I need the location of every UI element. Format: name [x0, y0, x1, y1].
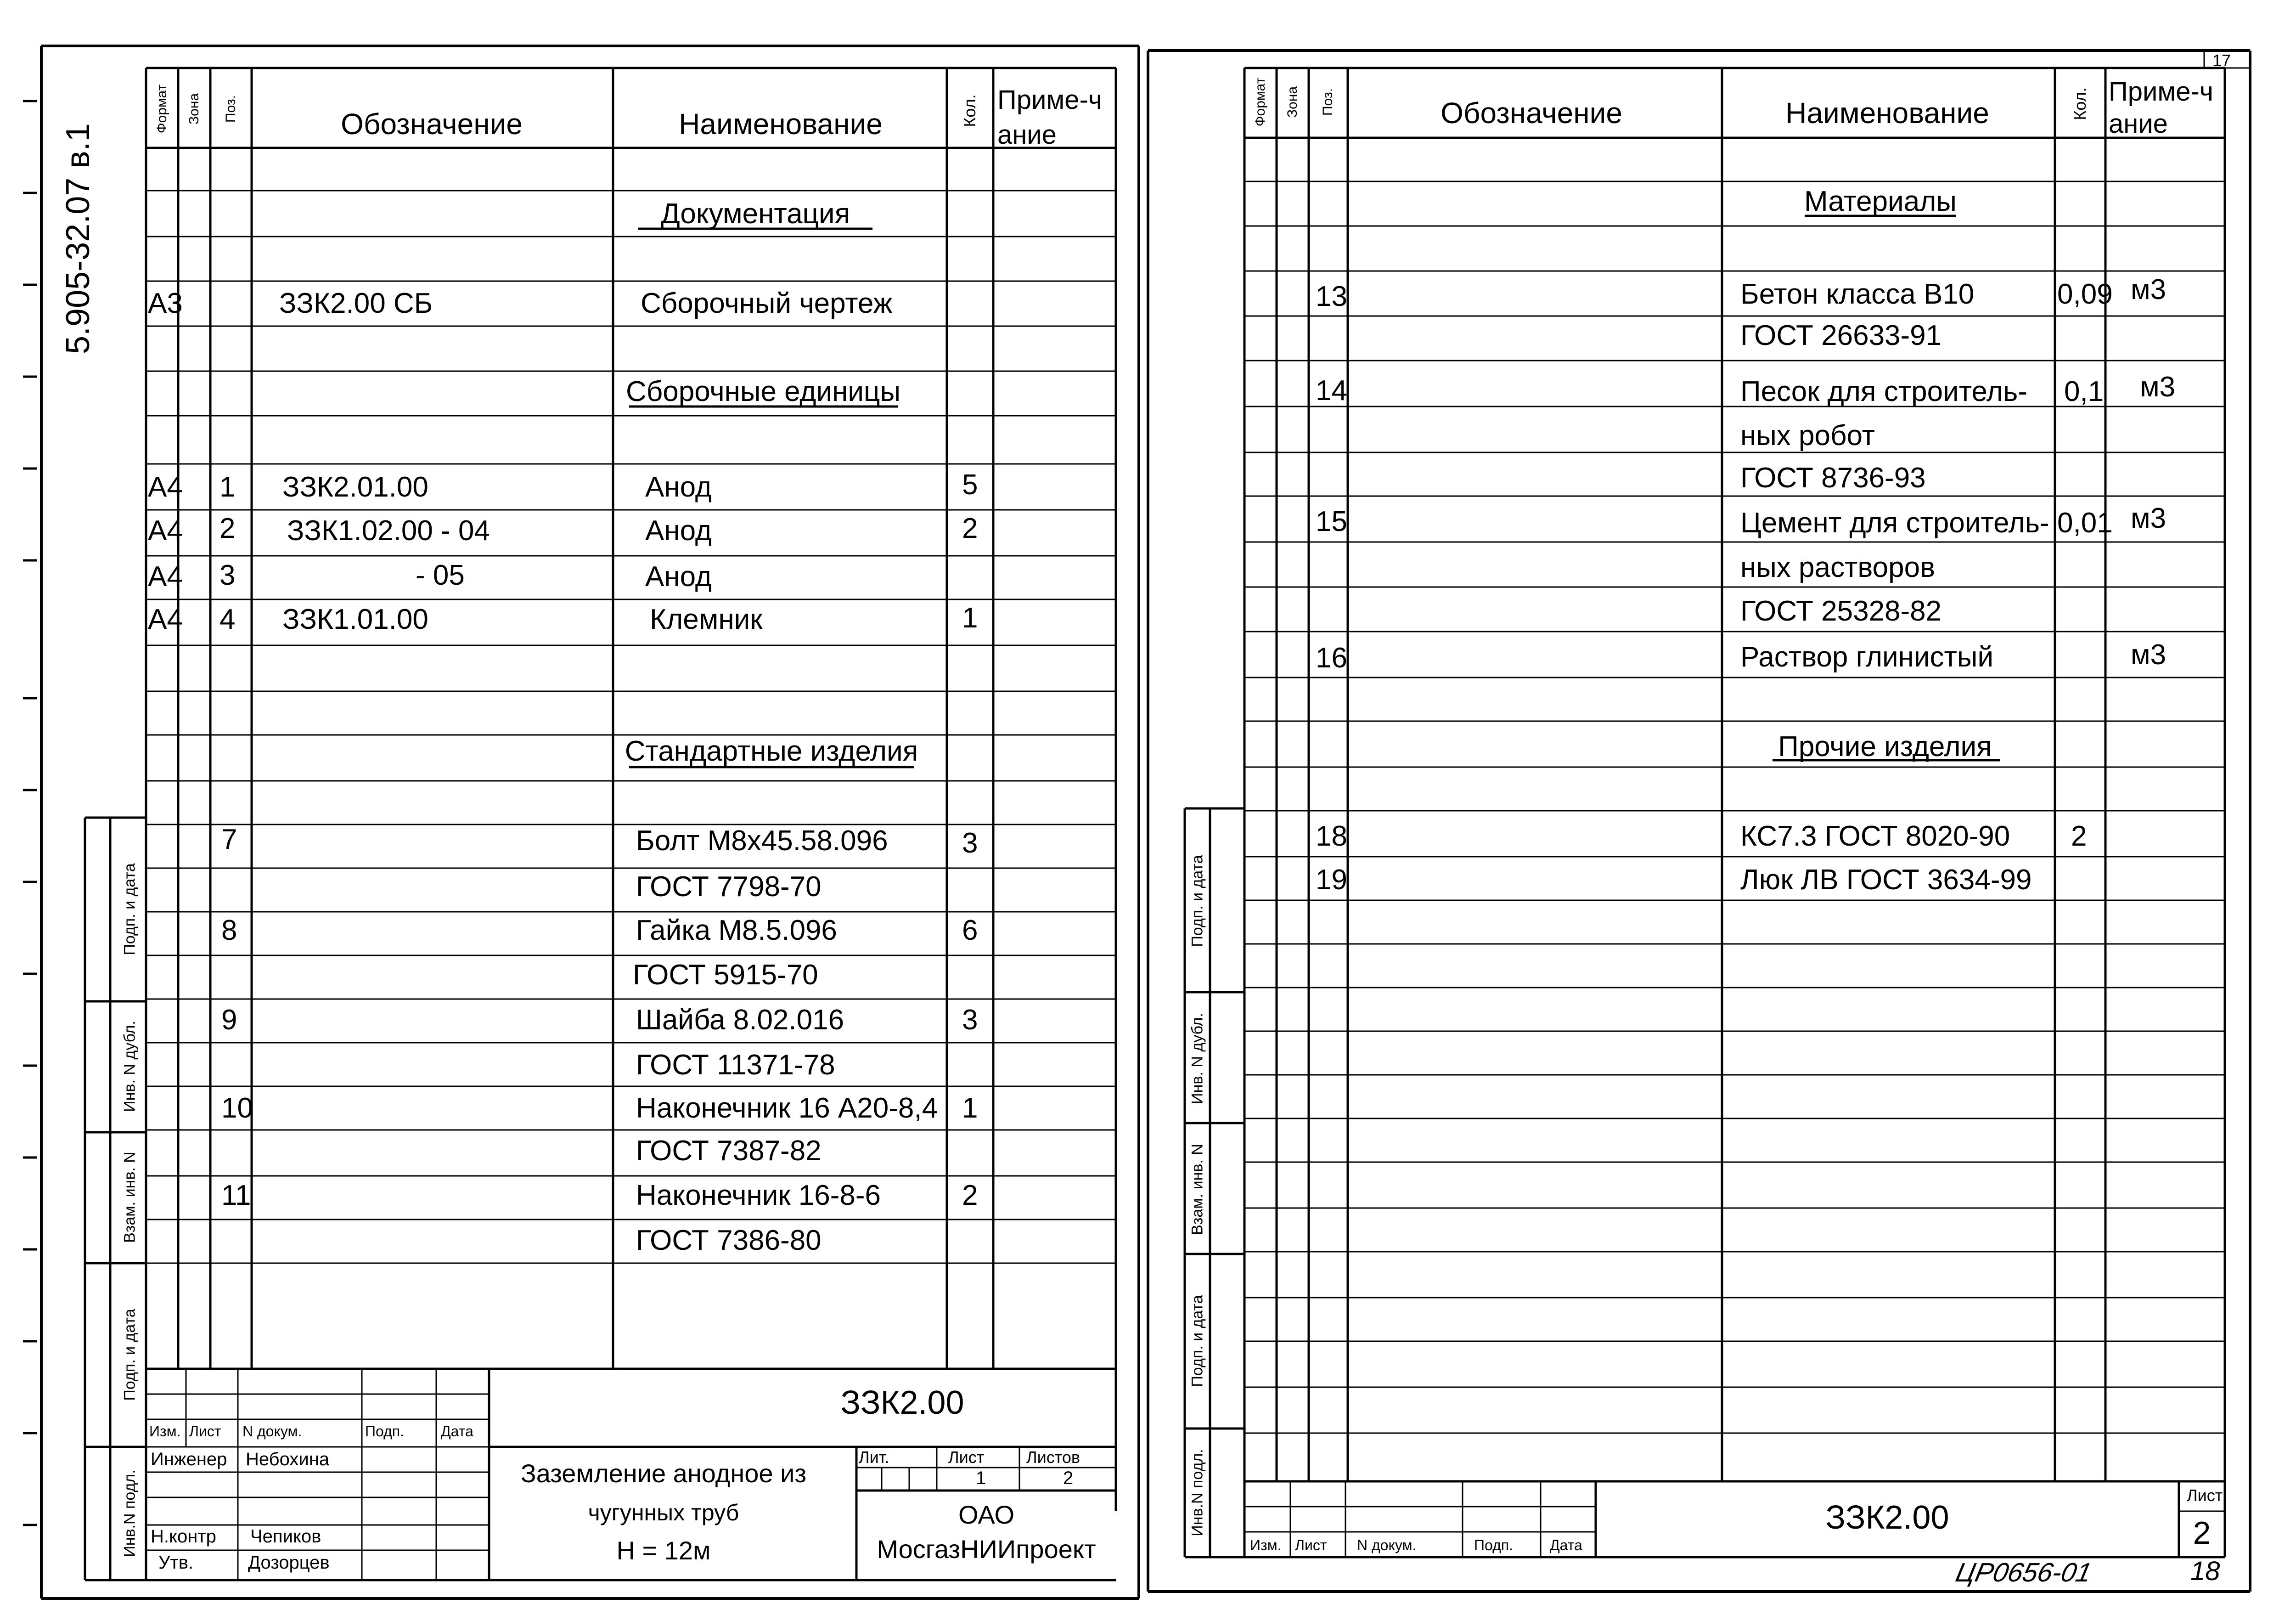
header-designation: Обозначение: [1441, 96, 1622, 130]
row-name: Гайка М8.5.096: [636, 915, 837, 946]
tb-listov-value: 2: [1063, 1468, 1074, 1488]
stamp-signature-date-2: Подп. и дата: [121, 1309, 139, 1401]
row-name: Анод: [645, 471, 712, 503]
row-name: Наконечник 16 А20-8,4: [636, 1092, 938, 1124]
tb-izm: Изм.: [1250, 1537, 1282, 1553]
stamp-signature-date-2: Подп. и дата: [1188, 1295, 1206, 1387]
row-name: ГОСТ 7798-70: [636, 871, 822, 903]
row-name: Наконечник 16-8-6: [636, 1180, 881, 1211]
row-unit: м3: [2131, 503, 2167, 534]
row-qty: 5: [962, 469, 978, 501]
row-name: ГОСТ 26633-91: [1740, 320, 1942, 351]
row-designation: ЗЗК2.00 СБ: [279, 288, 433, 319]
stamp-signature-date: Подп. и дата: [1188, 855, 1206, 947]
header-format: Формат: [1253, 77, 1268, 127]
row-qty: 3: [962, 827, 978, 859]
section-materials: Материалы: [1804, 186, 1957, 217]
document-code-vertical: 5.905-32.07 в.1: [60, 123, 96, 354]
header-qty: Кол.: [2071, 87, 2089, 120]
row-name: ГОСТ 8736-93: [1740, 462, 1926, 494]
row-name: Бетон класса В10: [1740, 278, 1975, 310]
title-block-code: ЗЗК2.00: [840, 1384, 964, 1421]
sheet-number-top: 17: [2212, 51, 2231, 70]
stamp-inv-dubl: Инв. N дубл.: [1188, 1013, 1206, 1104]
row-name: ных растворов: [1740, 552, 1936, 583]
row-unit: м3: [2131, 639, 2167, 671]
row-qty: 0,09: [2057, 278, 2113, 310]
header-designation: Обозначение: [341, 107, 523, 141]
tb-data: Дата: [441, 1423, 473, 1440]
row-name: Анод: [645, 561, 712, 593]
tb-name-norm-control: Чепиков: [250, 1526, 321, 1547]
tb-ndokum: N докум.: [1357, 1537, 1417, 1553]
row-qty: 3: [962, 1004, 978, 1036]
tb-organization-line1: ОАО: [958, 1500, 1015, 1529]
row-qty: 1: [962, 1092, 978, 1124]
signature-scribbles: [340, 1447, 441, 1581]
archive-mark: ЦР0656-01: [1953, 1558, 2094, 1587]
row-qty: 6: [962, 915, 978, 946]
row-position: 18: [1316, 820, 1347, 852]
stamp-inv-podl: Инв.N подл.: [121, 1469, 139, 1557]
archive-page-number: 18: [2190, 1556, 2220, 1586]
row-unit: м3: [2131, 274, 2167, 305]
tb-name-engineer: Небохина: [246, 1449, 330, 1469]
tb-list-header: Лист: [948, 1448, 985, 1467]
row-format: А4: [148, 471, 183, 503]
tb-role-approved: Утв.: [158, 1553, 194, 1573]
row-qty: 0,1: [2064, 376, 2104, 407]
header-note: Приме-чание: [997, 85, 1103, 150]
row-position: 4: [219, 604, 236, 635]
section-documentation: Документация: [660, 198, 850, 230]
row-name: Сборочный чертеж: [641, 288, 893, 319]
tb-izm: Изм.: [149, 1423, 181, 1440]
header-zone: Зона: [186, 93, 202, 125]
row-format: А4: [148, 515, 183, 547]
header-name: Наименование: [1785, 96, 1989, 130]
row-qty: 1: [962, 602, 978, 634]
header-qty: Кол.: [960, 94, 979, 127]
row-qty: 2: [962, 513, 978, 544]
tb-organization-line2: МосгазНИИпроект: [877, 1535, 1096, 1564]
header-position: Поз.: [223, 95, 238, 123]
header-format: Формат: [154, 84, 169, 134]
header-note: Приме-чание: [2109, 77, 2214, 139]
row-name: Анод: [645, 515, 712, 547]
row-position: 14: [1316, 375, 1347, 407]
tb-title-line1: Заземление анодное из: [520, 1459, 807, 1488]
row-name: Песок для строитель-: [1740, 376, 2027, 407]
stamp-inv-podl: Инв.N подл.: [1188, 1449, 1206, 1536]
row-name: ГОСТ 11371-78: [636, 1049, 835, 1081]
tb-podp: Подп.: [1474, 1537, 1513, 1553]
row-qty: 2: [962, 1180, 978, 1211]
tb-lit: Лит.: [859, 1448, 889, 1467]
row-position: 13: [1316, 281, 1347, 312]
row-name: Шайба 8.02.016: [636, 1004, 844, 1036]
stamp-signature-date: Подп. и дата: [121, 863, 139, 955]
stamp-inv-dubl: Инв. N дубл.: [121, 1021, 139, 1112]
row-position: 15: [1316, 506, 1347, 537]
row-position: 3: [219, 559, 236, 591]
tb-name-approved: Дозорцев: [248, 1553, 330, 1573]
row-name: ГОСТ 5915-70: [633, 959, 818, 991]
row-position: 9: [221, 1004, 237, 1036]
tb-listov-header: Листов: [1026, 1448, 1080, 1467]
row-designation: ЗЗК2.01.00: [282, 471, 428, 503]
header-position: Поз.: [1320, 88, 1335, 116]
tb-title-line2: чугунных труб: [588, 1500, 739, 1525]
row-position: 7: [221, 824, 237, 855]
row-format: А3: [148, 288, 183, 319]
row-format: А4: [148, 604, 183, 635]
row-position: 8: [221, 915, 237, 946]
tb-role-norm-control: Н.контр: [151, 1526, 216, 1547]
row-name: Клемник: [650, 604, 763, 635]
stamp-vzam-inv: Взам. инв. N: [1188, 1144, 1206, 1235]
tb-data: Дата: [1550, 1537, 1582, 1553]
row-name: ГОСТ 7386-80: [636, 1225, 822, 1256]
tb-list: Лист: [189, 1423, 221, 1440]
tb-title-line3: Н = 12м: [616, 1536, 711, 1565]
row-qty: 0,01: [2057, 507, 2113, 539]
tb-podp: Подп.: [365, 1423, 404, 1440]
tb-list: Лист: [1295, 1537, 1327, 1553]
row-position: 16: [1316, 642, 1347, 674]
row-qty: 2: [2071, 820, 2087, 852]
section-assembly-units: Сборочные единицы: [625, 376, 901, 407]
row-format: А4: [148, 561, 183, 593]
row-name: Болт М8x45.58.096: [636, 825, 888, 857]
section-standard-items: Стандартные изделия: [625, 735, 918, 767]
row-name: ГОСТ 25328-82: [1740, 595, 1942, 627]
row-name: Раствор глинистый: [1740, 641, 1994, 673]
row-name: ных робот: [1740, 420, 1875, 452]
row-position: 1: [219, 471, 236, 503]
row-name: КС7.3 ГОСТ 8020-90: [1740, 820, 2010, 852]
row-position: 11: [221, 1180, 251, 1211]
row-position: 2: [219, 513, 236, 544]
section-other-items: Прочие изделия: [1778, 731, 1992, 762]
tb-ndokum: N докум.: [242, 1423, 302, 1440]
tb-role-engineer: Инженер: [151, 1449, 227, 1469]
row-designation: ЗЗК1.02.00 - 04: [287, 515, 490, 547]
header-name: Наименование: [679, 107, 883, 141]
row-position: 10: [221, 1092, 253, 1124]
row-name: Люк ЛВ ГОСТ 3634-99: [1740, 864, 2032, 896]
stamp-vzam-inv: Взам. инв. N: [121, 1152, 139, 1243]
row-name: Цемент для строитель-: [1740, 507, 2049, 539]
tb-list-value: 2: [2193, 1515, 2211, 1551]
row-position: 19: [1316, 864, 1347, 896]
row-name: ГОСТ 7387-82: [636, 1135, 822, 1167]
row-designation: ЗЗК1.01.00: [282, 604, 428, 635]
tb-list-header: Лист: [2187, 1486, 2223, 1505]
title-block-code: ЗЗК2.00: [1825, 1499, 1949, 1536]
row-designation: - 05: [416, 559, 465, 591]
row-unit: м3: [2140, 371, 2176, 403]
header-zone: Зона: [1285, 86, 1300, 118]
tb-list-value: 1: [976, 1468, 986, 1488]
